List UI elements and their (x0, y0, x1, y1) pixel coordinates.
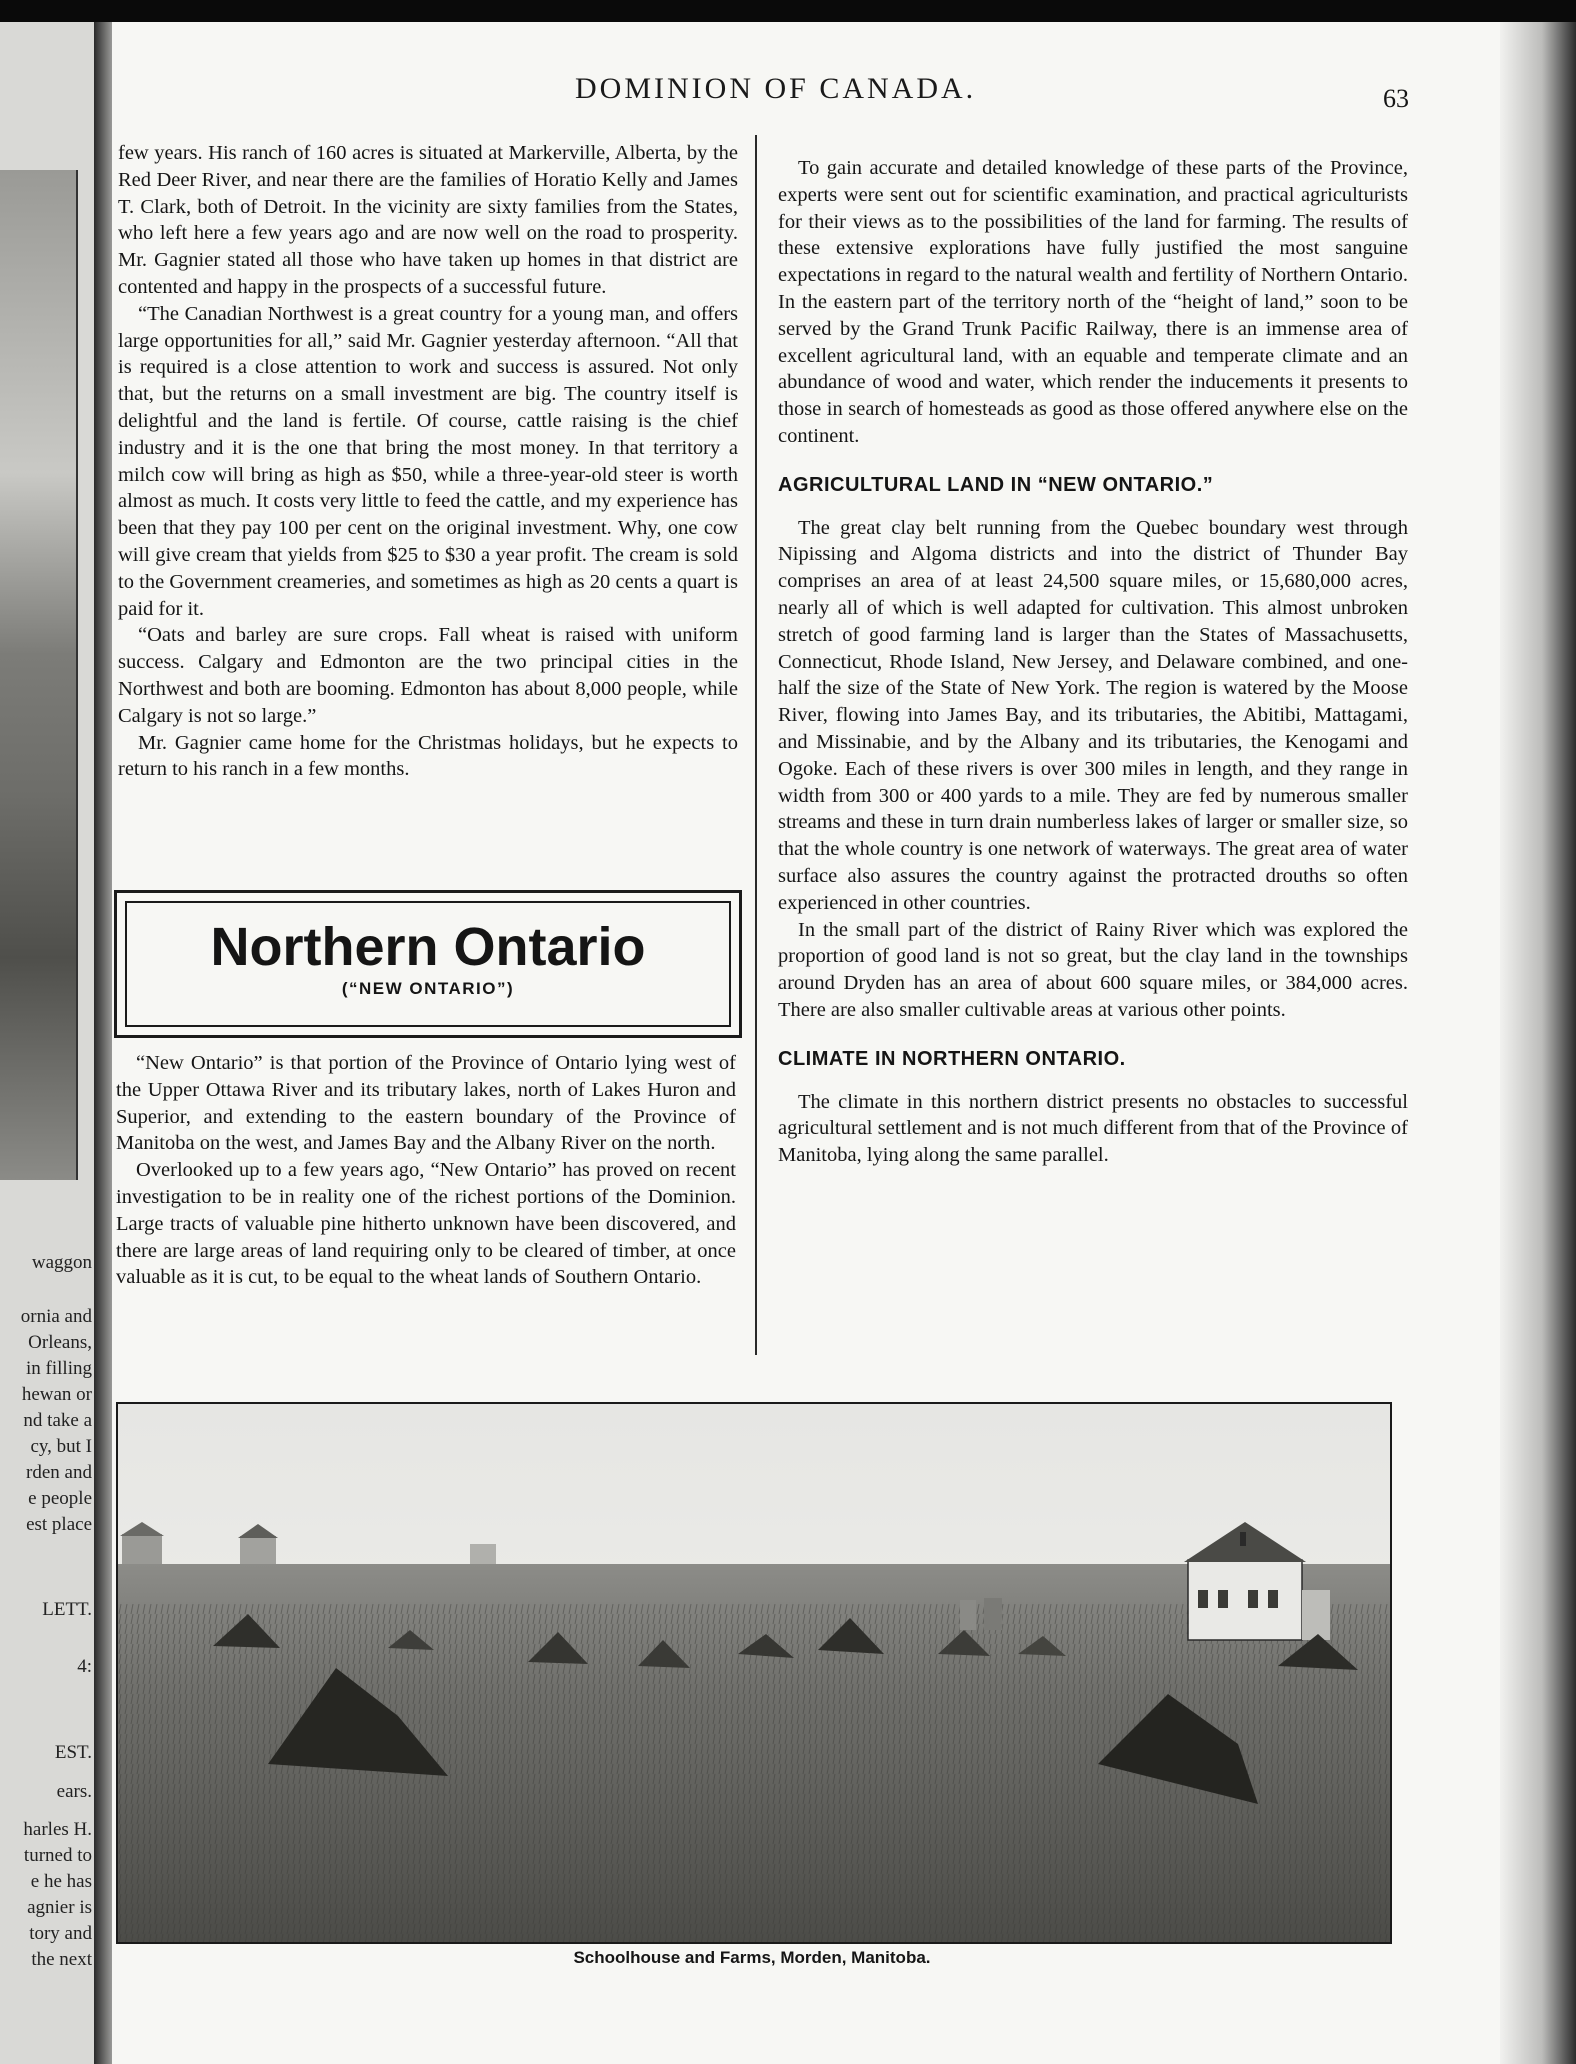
section-heading-agricultural-land: AGRICULTURAL LAND IN “NEW ONTARIO.” (778, 473, 1214, 496)
section-title-box (114, 890, 742, 1038)
previous-page-line: EST. (54, 1742, 92, 1763)
article-paragraph: “New Ontario” is that portion of the Province of Ontario lying west of the Upper Ottawa River and its tributary lakes, north of Lakes Huron and Superior, and extending to the eastern boundary of the Province of Manitoba on the west, and James Bay and the Albany River on the north. (116, 1052, 736, 1155)
previous-page-line: e he has (30, 1871, 92, 1892)
right-page-edge (1500, 22, 1576, 2064)
previous-page-line: ears. (56, 1781, 92, 1802)
running-head: DOMINION OF CANADA. (575, 72, 977, 105)
section-title: Northern Ontario (210, 917, 646, 977)
article-paragraph: “Oats and barley are sure crops. Fall wheat is raised with uniform success. Calgary and Edmonton are the two principal cities in the Northwest and both are booming. Edmonton has about 8,000 people, while Calgary is not so large.” (118, 624, 738, 727)
previous-page-line: tory and (29, 1923, 92, 1944)
binding-shadow (94, 0, 112, 2064)
article-paragraph: In the small part of the district of Rainy River which was explored the proportion of good land is not so great, but the clay land in the townships around Dryden has an area of about 600 square miles, or 384,000 acres. There are also smaller cultivable areas at various other points. (778, 918, 1408, 1021)
previous-page-line: agnier is (27, 1897, 92, 1918)
page-number: 63 (1383, 84, 1409, 113)
previous-page-line: Orleans, (28, 1332, 92, 1353)
previous-page-line: e people (28, 1488, 92, 1509)
previous-page-line: cy, but I (30, 1436, 92, 1457)
previous-page-line: the next (31, 1949, 92, 1970)
previous-page-line: est place (26, 1514, 92, 1535)
previous-page-line: harles H. (23, 1819, 92, 1840)
article-paragraph: The climate in this northern district presents no obstacles to successful agricultural settlement and is not much different from that of the Province of Manitoba, lying along the same parallel. (778, 1090, 1408, 1167)
previous-page-line: rden and (26, 1462, 92, 1483)
previous-page-line: in filling (26, 1358, 92, 1379)
column-divider (755, 135, 757, 1355)
previous-page-line: LETT. (42, 1599, 92, 1620)
top-scan-border (0, 0, 1576, 22)
previous-page-line: waggon (31, 1252, 92, 1273)
previous-page-line: hewan or (21, 1384, 92, 1405)
article-paragraph: Mr. Gagnier came home for the Christmas holidays, but he expects to return to his ranch in a few months. (118, 731, 738, 781)
previous-page-line: ornia and (20, 1306, 92, 1327)
farm-photograph (116, 1402, 1392, 1944)
previous-page-line: nd take a (23, 1410, 92, 1431)
previous-page-photo (0, 170, 78, 1180)
new-ontario-intro (116, 1050, 736, 1291)
section-heading-climate: CLIMATE IN NORTHERN ONTARIO. (778, 1047, 1126, 1070)
farm-photograph-image (118, 1404, 1390, 1942)
article-paragraph: “The Canadian Northwest is a great country for a young man, and offers large opportunities for all,” said Mr. Gagnier yesterday afternoon. “All that is required is a close attention to work and success is assured. Not only that, but the returns on a small investment are big. The country itself is delightful and the land is fertile. Of course, cattle raising is the chief industry and it is the one that bring the most money. In that territory a milch cow will bring as high as $50, while a three-year-old steer is worth almost as much. It costs very little to feed the cattle, and my experience has been that they pay 100 per cent on the original investment. Why, one cow will give cream that yields from $25 to $30 a year profit. The cream is sold to the Government creameries, and sometimes as high as 20 cents a quart is paid for it. (118, 302, 738, 620)
article-paragraph: The great clay belt running from the Quebec boundary west through Nipissing and Algoma districts and into the district of Thunder Bay comprises an area of at least 24,500 square miles, or 15,680,000 acres, nearly all of which is well adapted for cultivation. This almost unbroken stretch of good farming land is larger than the States of Massachusetts, Connecticut, Rhode Island, New Jersey, and Delaware combined, and one-half the size of the State of New York. The region is watered by the Moose River, flowing into James Bay, and its tributaries, the Abitibi, Mattagami, and Missinabie, and by the Albany and its tributaries, the Kenogami and Ogoke. Each of these rivers is over 300 miles in length, and they range in width from 300 or 400 yards to a mile. They are fed by numerous smaller streams and these in turn drain numberless lakes of larger or smaller size, so that the whole country is one network of waterways. The great area of water surface also assures the country against the protracted drouths so often experienced in other countries. (778, 516, 1408, 914)
right-column-article (778, 155, 1408, 1169)
previous-page-line: turned to (23, 1845, 92, 1866)
photo-caption: Schoolhouse and Farms, Morden, Manitoba. (573, 1948, 931, 1967)
left-column-article (118, 140, 738, 783)
previous-page-line: 4: (77, 1656, 92, 1677)
article-paragraph: To gain accurate and detailed knowledge of these parts of the Province, experts were sent out for scientific examination, and practical agriculturists for their views as to the possibilities of the land for farming. The results of these extensive explorations have fully justified the most sanguine expectations in regard to the natural wealth and fertility of Northern Ontario. In the eastern part of the territory north of the “height of land,” soon to be served by the Grand Trunk Pacific Railway, there is an immense area of excellent agricultural land, with an equable and temperate climate and an abundance of wood and water, which render the inducements it presents to those in search of homesteads as good as those offered anywhere else on the continent. (778, 157, 1408, 447)
section-title-inner-frame (125, 901, 731, 1027)
article-paragraph: Overlooked up to a few years ago, “New Ontario” has proved on recent investigation to be in reality one of the richest portions of the Dominion. Large tracts of valuable pine hitherto unknown have been discovered, and there are large areas of land requiring only to be cleared of timber, at once valuable as it is cut, to be equal to the wheat lands of Southern Ontario. (116, 1159, 736, 1289)
article-paragraph: few years. His ranch of 160 acres is situated at Markerville, Alberta, by the Red Deer River, and near there are the families of Horatio Kelly and James T. Clark, both of Detroit. In the vicinity are sixty families from the States, who left here a few years ago and are now well on the road to prosperity. Mr. Gagnier stated all those who have taken up homes in that district are contented and happy in the prospects of a successful future. (118, 142, 738, 298)
section-subtitle: (“NEW ONTARIO”) (341, 979, 515, 998)
